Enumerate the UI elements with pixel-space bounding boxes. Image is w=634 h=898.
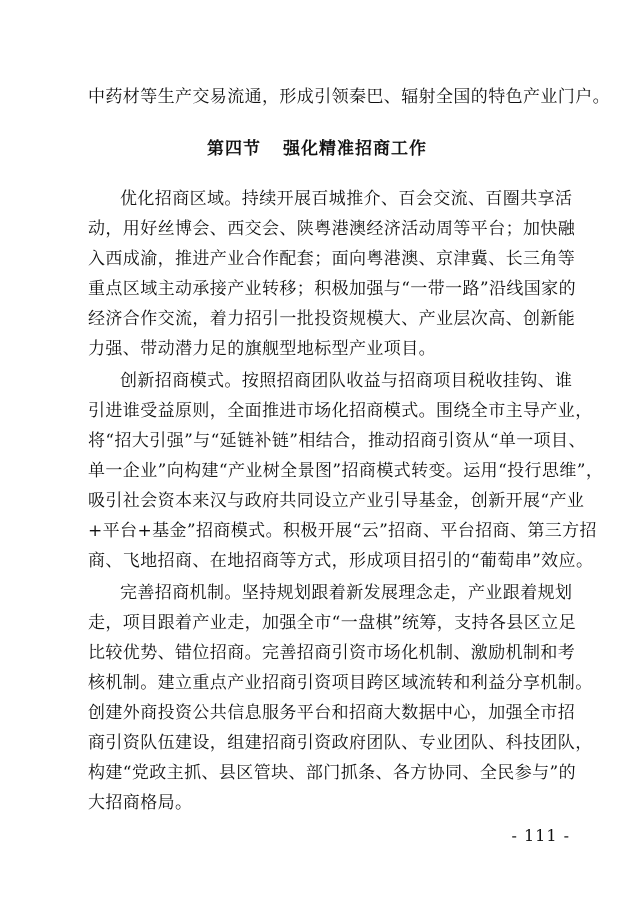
paragraph-line: 引进谁受益原则，全面推进市场化招商模式。围绕全市主导产业， [88,401,593,421]
paragraph-line: 将“招大引强”与“延链补链”相结合，推动招商引资从“单一项目、 [88,431,586,451]
paragraph-line: 重点区域主动承接产业转移；积极加强与“一带一路”沿线国家的 [88,279,576,299]
paragraph-line: 大招商格局。 [88,793,193,813]
section-heading [0,138,634,160]
paragraph-line: 力强、带动潜力足的旗舰型地标型产业项目。 [88,339,436,359]
paragraph-line: 商引资队伍建设，组建招商引资政府团队、专业团队、科技团队， [88,733,593,753]
paragraph-line: 入西成渝，推进产业合作配套；面向粤港澳、京津冀、长三角等 [88,249,576,269]
intro-line: 中药材等生产交易流通，形成引领秦巴、辐射全国的特色产业门户。 [88,87,610,107]
paragraph-line: +平台+基金”招商模式。积极开展“云”招商、平台招商、第三方招 [88,521,597,541]
page-number: - 111 - [511,826,570,845]
paragraph-line: 优化招商区域。持续开展百城推介、百会交流、百圈共享活 [120,189,573,209]
paragraph-line: 单一企业”向构建“产业树全景图”招商模式转变。运用“投行思维”， [88,461,604,481]
paragraph-line: 核机制。建立重点产业招商引资项目跨区域流转和利益分享机制。 [88,673,593,693]
paragraph-line: 走，项目跟着产业走，加强全市“一盘棋”统筹，支持各县区立足 [88,613,576,633]
paragraph-line: 商、飞地招商、在地招商等方式，形成项目招引的“葡萄串”效应。 [88,551,594,571]
paragraph-line: 创建外商投资公共信息服务平台和招商大数据中心，加强全市招 [88,703,576,723]
paragraph-line: 完善招商机制。坚持规划跟着新发展理念走，产业跟着规划 [120,583,573,603]
section-title: 强化精准招商工作 [283,139,427,159]
paragraph-line: 动，用好丝博会、西交会、陕粤港澳经济活动周等平台；加快融 [88,219,576,239]
paragraph-line: 比较优势、错位招商。完善招商引资市场化机制、激励机制和考 [88,643,576,663]
paragraph-line: 吸引社会资本来汉与政府共同设立产业引导基金，创新开展“产业 [88,491,585,511]
paragraph-line: 创新招商模式。按照招商团队收益与招商项目税收挂钩、谁 [120,371,573,391]
paragraph-line: 经济合作交流，着力招引一批投资规模大、产业层次高、创新能 [88,309,576,329]
section-number: 第四节 [207,139,261,159]
paragraph-line: 构建“党政主抓、县区管块、部门抓条、各方协同、全民参与”的 [88,763,576,783]
